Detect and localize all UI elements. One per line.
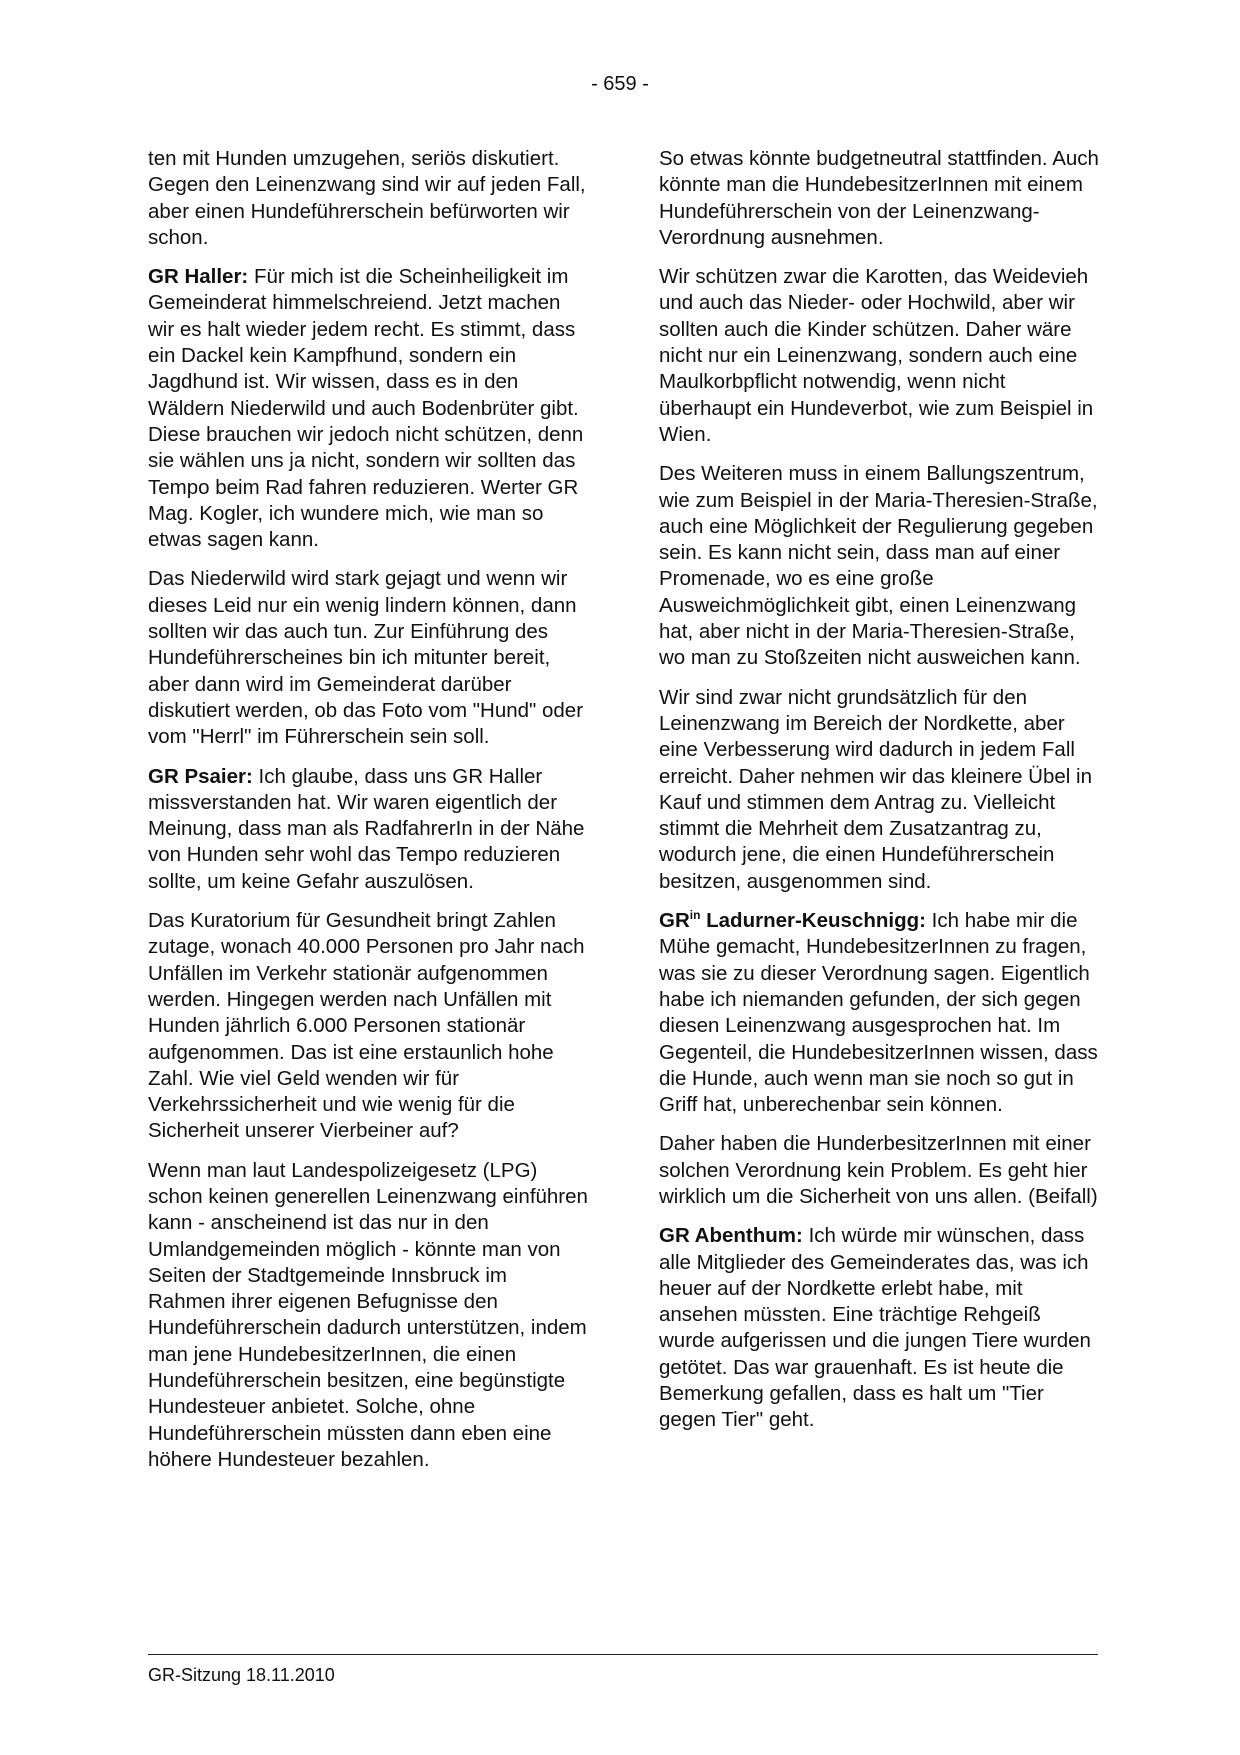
- paragraph-text: Für mich ist die Scheinheiligkeit im Gemeinderat himmelschreiend. Jetzt machen wir es halt wieder jedem recht. Es stimmt, dass ein Dackel kein Kampfhund, sondern ein Jagdhund ist. Wir wissen, dass es in den Wäldern Niederwild und auch Bodenbrüter gibt. Diese brauchen wir jedoch nicht schützen, denn sie wählen uns ja nicht, sondern wir sollten das Tempo beim Rad fahren reduzieren. Werter GR Mag. Kogler, ich wundere mich, wie man so etwas sagen kann.: [148, 265, 584, 552]
- paragraph: [659, 685, 1099, 895]
- paragraph: [148, 146, 588, 251]
- paragraph-text: Das Kuratorium für Gesundheit bringt Zahlen zutage, wonach 40.000 Personen pro Jahr nach Unfällen im Verkehr stationär aufgenommen werden. Hingegen werden nach Unfällen mit Hunden jährlich 6.000 Personen stationär aufgenommen. Das ist eine erstaunlich hohe Zahl. Wie viel Geld wenden wir für Verkehrssicherheit und wie wenig für die Sicherheit unserer Vierbeiner auf?: [148, 909, 585, 1143]
- paragraph: [148, 566, 588, 750]
- paragraph-text: So etwas könnte budgetneutral stattfinden. Auch könnte man die HundebesitzerInnen mit einem Hundeführerschein von der Leinenzwang-Verordnung ausnehmen.: [659, 147, 1099, 249]
- speaker-name: GR Psaier:: [148, 764, 253, 788]
- paragraph-text: Wenn man laut Landespolizeigesetz (LPG) schon keinen generellen Leinenzwang einführen kann - anscheinend ist das nur in den Umlandgemeinden möglich - könnte man von Seiten der Stadtgemeinde Innsbruck im Rahmen ihrer eigenen Befugnisse den Hundeführerschein dadurch unterstützen, indem man jene HundebesitzerInnen, die einen Hundeführerschein besitzen, eine begünstigte Hundesteuer anbietet. Solche, ohne Hundeführerschein müssten dann eben eine höhere Hundesteuer bezahlen.: [148, 1158, 588, 1471]
- speaker-name: GR Abenthum:: [659, 1224, 803, 1248]
- paragraph: [659, 264, 1099, 448]
- speaker-title: GR: [659, 909, 690, 933]
- paragraph-text: Daher haben die HunderbesitzerInnen mit einer solchen Verordnung kein Problem. Es geht hier wirklich um die Sicherheit von uns allen. (Beifall): [659, 1132, 1098, 1208]
- paragraph-text: Wir sind zwar nicht grundsätzlich für den Leinenzwang im Bereich der Nordkette, aber eine Verbesserung wird dadurch in jedem Fall erreicht. Daher nehmen wir das kleinere Übel in Kauf und stimmen dem Antrag zu. Vielleicht stimmt die Mehrheit dem Zusatzantrag zu, wodurch jene, die einen Hundeführerschein besitzen, ausgenommen sind.: [659, 685, 1092, 893]
- paragraph-text: Ich glaube, dass uns GR Haller missverstanden hat. Wir waren eigentlich der Meinung, dass man als RadfahrerIn in der Nähe von Hunden sehr wohl das Tempo reduzieren sollte, um keine Gefahr auszulösen.: [148, 764, 585, 893]
- footer-session-date: GR-Sitzung 18.11.2010: [148, 1665, 335, 1685]
- speaker-surname: Ladurner-Keuschnigg:: [706, 909, 926, 933]
- speech-abenthum: [659, 1223, 1099, 1433]
- page-number: - 659 -: [591, 73, 649, 95]
- speaker-name: [659, 909, 926, 932]
- paragraph-text: ten mit Hunden umzugehen, seriös diskutiert. Gegen den Leinenzwang sind wir auf jeden Fall, aber einen Hundeführerschein befürworten wir schon.: [148, 147, 586, 249]
- speaker-name: GR Haller:: [148, 265, 249, 289]
- speech-ladurner-keuschnigg: [659, 908, 1099, 1118]
- paragraph: [148, 1158, 588, 1474]
- right-column: [659, 146, 1099, 1447]
- footer-divider: [148, 1654, 1098, 1655]
- paragraph: [659, 461, 1099, 671]
- paragraph: [148, 908, 588, 1145]
- paragraph-text: Des Weiteren muss in einem Ballungszentrum, wie zum Beispiel in der Maria-Theresien-Straße, auch eine Möglichkeit der Regulierung gegeben sein. Es kann nicht sein, dass man auf einer Promenade, wo es eine große Ausweichmöglichkeit gibt, einen Leinenzwang hat, aber nicht in der Maria-Theresien-Straße, wo man zu Stoßzeiten nicht ausweichen kann.: [659, 462, 1098, 670]
- speech-haller: [148, 264, 588, 553]
- left-column: [148, 146, 588, 1486]
- paragraph: [659, 1131, 1099, 1210]
- paragraph-text: Ich würde mir wünschen, dass alle Mitglieder des Gemeinderates das, was ich heuer auf der Nordkette erlebt habe, mit ansehen müssten. Eine trächtige Rehgeiß wurde aufgerissen und die jungen Tiere wurden getötet. Das war grauenhaft. Es ist heute die Bemerkung gefallen, dass es halt um "Tier gegen Tier" geht.: [659, 1224, 1091, 1432]
- paragraph-text: Ich habe mir die Mühe gemacht, HundebesitzerInnen zu fragen, was sie zu dieser Verordnung sagen. Eigentlich habe ich niemanden gefunden, der sich gegen diesen Leinenzwang ausgesprochen hat. Im Gegenteil, die HundebesitzerInnen wissen, dass die Hunde, auch wenn man sie noch so gut in Griff hat, unberechenbar sein können.: [659, 909, 1098, 1117]
- paragraph-text: Das Niederwild wird stark gejagt und wenn wir dieses Leid nur ein wenig lindern können, dann sollten wir das auch tun. Zur Einführung des Hundeführerscheines bin ich mitunter bereit, aber dann wird im Gemeinderat darüber diskutiert werden, ob das Foto vom "Hund" oder vom "Herrl" im Führerschein sein soll.: [148, 567, 584, 749]
- paragraph-text: Wir schützen zwar die Karotten, das Weidevieh und auch das Nieder- oder Hochwild, aber wir sollten auch die Kinder schützen. Daher wäre nicht nur ein Leinenzwang, sondern auch eine Maulkorbpflicht notwendig, wenn nicht überhaupt ein Hundeverbot, wie zum Beispiel in Wien.: [659, 265, 1094, 446]
- speech-psaier: [148, 764, 588, 895]
- speaker-title-superscript: in: [689, 908, 701, 923]
- paragraph: [659, 146, 1099, 251]
